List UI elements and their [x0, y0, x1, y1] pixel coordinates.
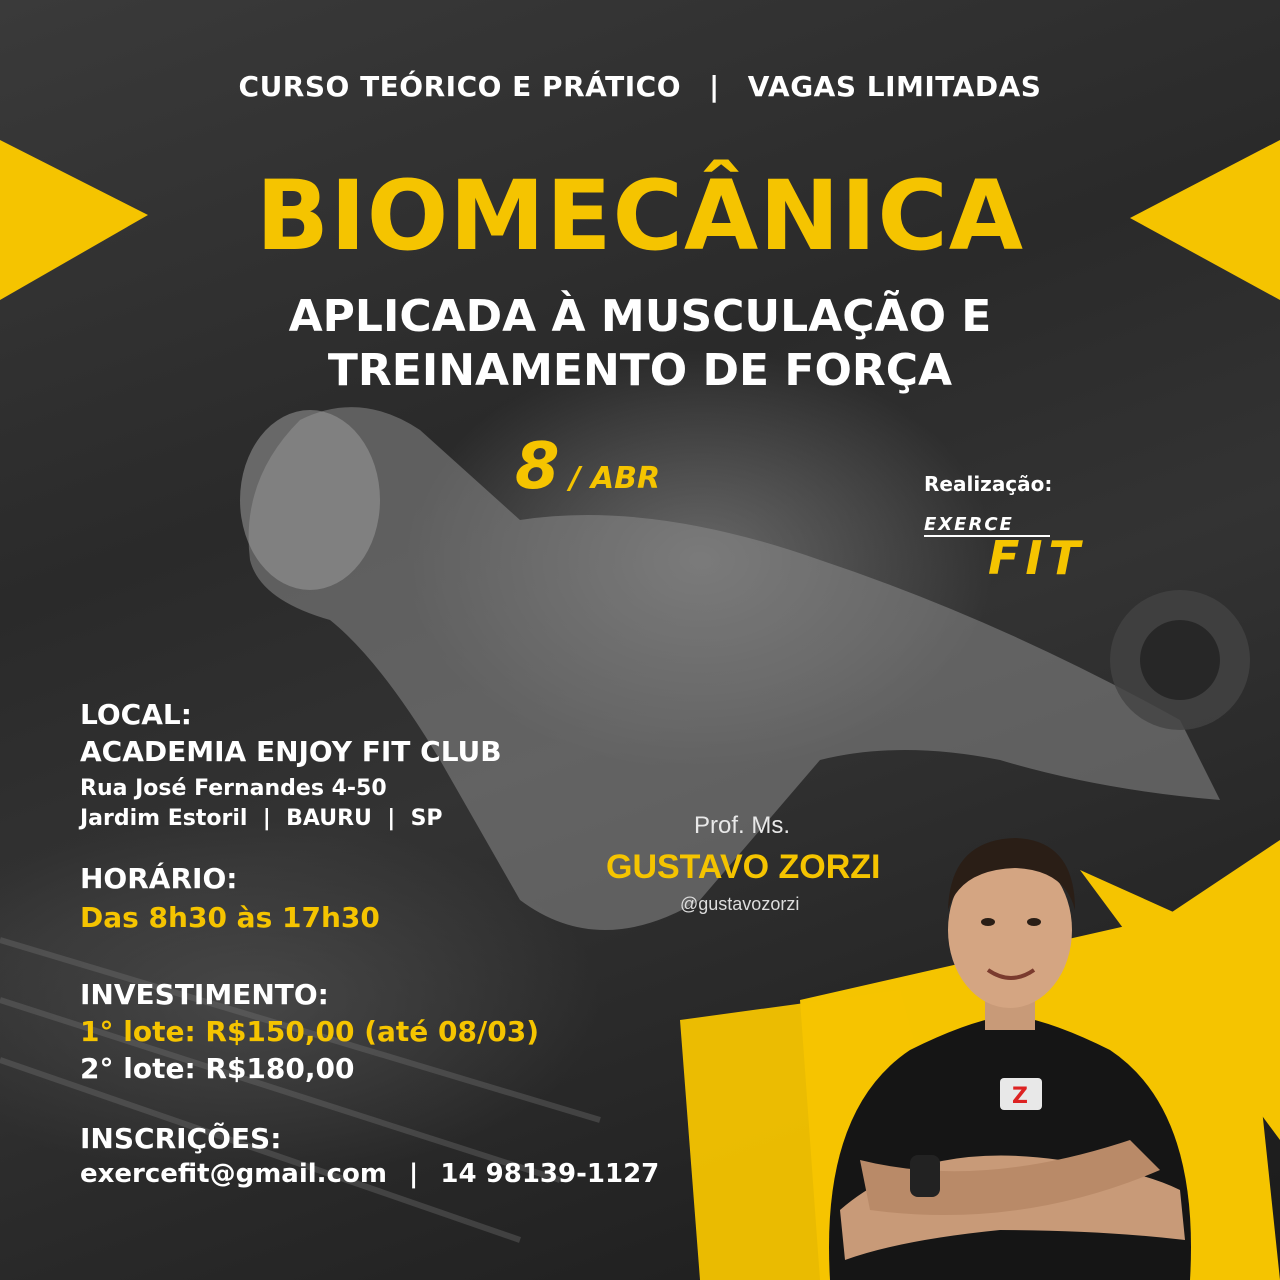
registration-phone[interactable]: 14 98139-1127 — [440, 1159, 660, 1189]
subtitle-line-2: TREINAMENTO DE FORÇA — [327, 345, 953, 396]
event-date — [515, 430, 660, 504]
investment-heading: INVESTIMENTO: — [80, 978, 329, 1011]
contact-separator: | — [408, 1159, 419, 1189]
exercefit-logo — [920, 510, 1170, 580]
registration-heading: INSCRIÇÕES: — [80, 1122, 282, 1155]
course-type: CURSO TEÓRICO E PRÁTICO — [238, 70, 682, 103]
investment-lot-1: 1° lote: R$150,00 (até 08/03) — [80, 1015, 539, 1048]
location-heading: LOCAL: — [80, 698, 192, 731]
investment-block — [80, 978, 539, 1085]
location-block — [80, 698, 502, 834]
investment-lot-2: 2° lote: R$180,00 — [80, 1052, 355, 1085]
schedule-block — [80, 862, 380, 934]
venue-name: ACADEMIA ENJOY FIT CLUB — [80, 735, 502, 768]
registration-email[interactable]: exercefit@gmail.com — [80, 1159, 387, 1189]
schedule-heading: HORÁRIO: — [80, 862, 238, 895]
logo-top-text: EXERCE — [924, 514, 1014, 535]
venue-district: Jardim Estoril | BAURU | SP — [80, 806, 443, 831]
course-tagline — [0, 70, 1280, 103]
registration-contact — [80, 1159, 659, 1189]
date-month: / ABR — [569, 461, 661, 496]
limited-seats: VAGAS LIMITADAS — [747, 70, 1042, 103]
subtitle-line-1: APLICADA À MUSCULAÇÃO E — [288, 291, 992, 342]
instructor-name: GUSTAVO ZORZI — [606, 848, 881, 886]
venue-street: Rua José Fernandes 4-50 — [80, 776, 387, 801]
course-subtitle — [0, 290, 1280, 398]
registration-block — [80, 1122, 659, 1189]
svg-text:Z: Z — [1012, 1084, 1028, 1109]
tagline-separator: | — [709, 70, 720, 103]
course-title: BIOMECÂNICA — [255, 160, 1025, 272]
instructor-photo — [800, 810, 1220, 1280]
logo-bottom-text: FIT — [988, 531, 1086, 580]
organizer-label: Realização: — [924, 472, 1053, 496]
instructor-handle[interactable]: @gustavozorzi — [680, 894, 800, 914]
date-day: 8 — [515, 430, 560, 504]
instructor-title: Prof. Ms. — [694, 812, 791, 839]
schedule-value: Das 8h30 às 17h30 — [80, 901, 380, 934]
